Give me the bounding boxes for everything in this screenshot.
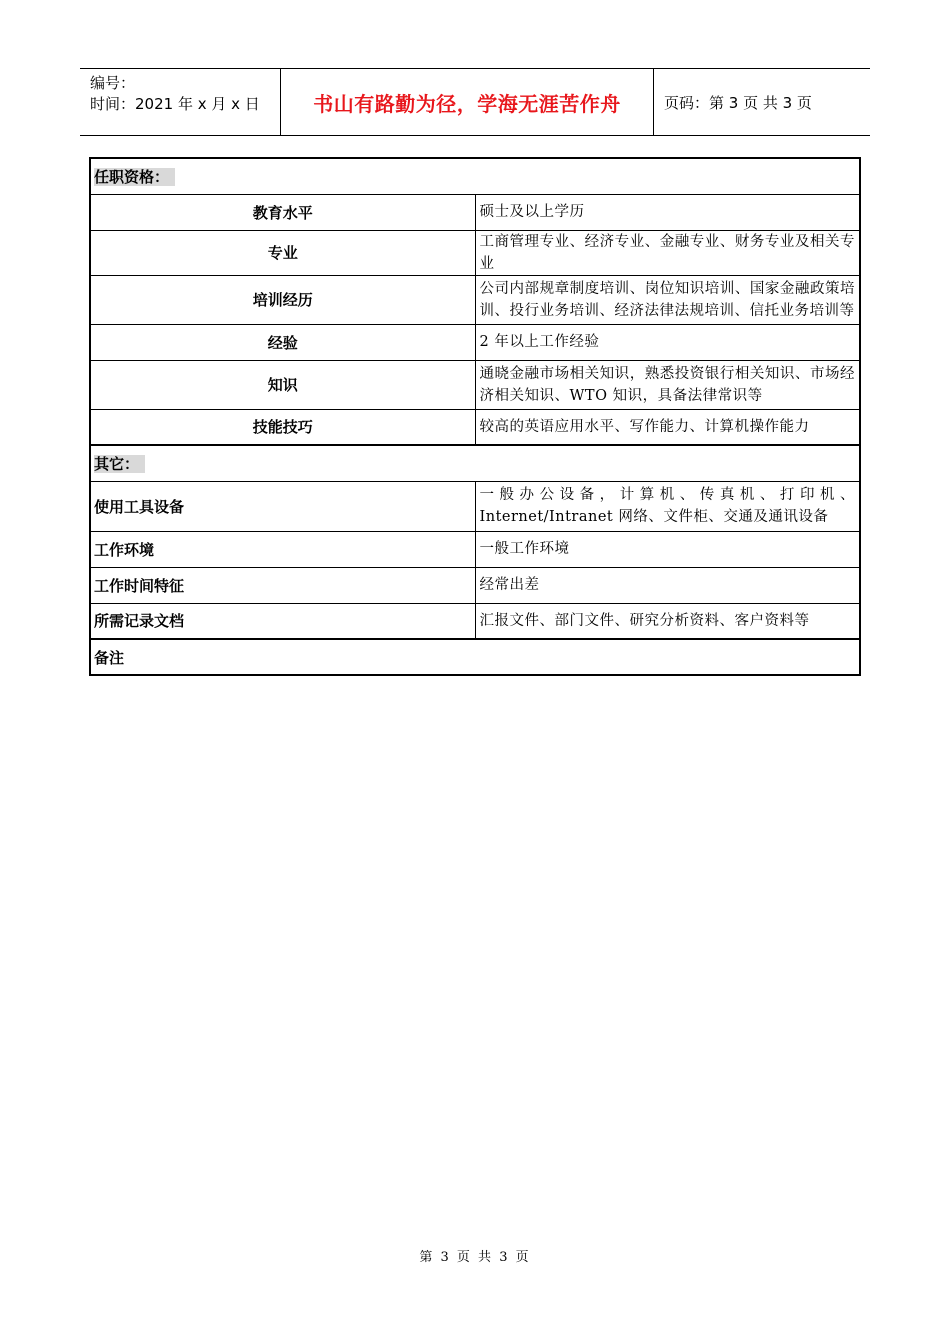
row-value-knowledge: 通晓金融市场相关知识，熟悉投资银行相关知识、市场经济相关知识、WTO 知识，具备法律常识等 <box>475 360 860 409</box>
row-value-environment: 一般工作环境 <box>475 531 860 567</box>
row-label-tools: 使用工具设备 <box>90 481 475 531</box>
table-row <box>90 603 860 639</box>
row-label-experience: 经验 <box>90 324 475 360</box>
table-row <box>90 230 860 275</box>
row-value-work-time: 经常出差 <box>475 567 860 603</box>
section-title-qualification: 任职资格： <box>94 168 175 186</box>
document-number-label: 编号： <box>90 74 136 92</box>
table-row <box>90 531 860 567</box>
header-meta <box>80 69 281 135</box>
row-label-knowledge: 知识 <box>90 360 475 409</box>
header-page-cell <box>654 69 870 135</box>
section-title-remarks: 备注 <box>90 639 860 675</box>
row-label-major: 专业 <box>90 230 475 275</box>
document-time-label: 时间：2021 年 x 月 x 日 <box>90 95 260 113</box>
table-row <box>90 324 860 360</box>
table-row <box>90 481 860 531</box>
table-row <box>90 567 860 603</box>
row-label-work-time: 工作时间特征 <box>90 567 475 603</box>
row-value-education: 硕士及以上学历 <box>475 194 860 230</box>
row-label-skills: 技能技巧 <box>90 409 475 445</box>
section-row-other <box>90 445 860 481</box>
header-motto-cell <box>281 69 654 135</box>
row-value-tools: 一般办公设备，计算机、传真机、打印机、Internet/Intranet 网络、文件柜、交通及通讯设备 <box>475 481 860 531</box>
table-row <box>90 194 860 230</box>
row-value-skills: 较高的英语应用水平、写作能力、计算机操作能力 <box>475 409 860 445</box>
job-qualification-table <box>89 157 861 676</box>
row-value-experience: 2 年以上工作经验 <box>475 324 860 360</box>
header-motto: 书山有路勤为径，学海无涯苦作舟 <box>313 91 621 116</box>
page-footer: 第 3 页 共 3 页 <box>419 1250 531 1265</box>
row-label-training: 培训经历 <box>90 275 475 324</box>
section-title-other: 其它： <box>94 455 145 473</box>
row-label-education: 教育水平 <box>90 194 475 230</box>
document-header <box>80 68 870 136</box>
row-value-training: 公司内部规章制度培训、岗位知识培训、国家金融政策培训、投行业务培训、经济法律法规培训、信托业务培训等 <box>475 275 860 324</box>
table-row <box>90 360 860 409</box>
row-value-major: 工商管理专业、经济专业、金融专业、财务专业及相关专业 <box>475 230 860 275</box>
table-row <box>90 275 860 324</box>
row-label-environment: 工作环境 <box>90 531 475 567</box>
section-row-remarks <box>90 639 860 675</box>
header-page-label: 页码：第 3 页 共 3 页 <box>664 93 812 112</box>
section-row-qualification <box>90 158 860 194</box>
row-label-documents: 所需记录文档 <box>90 603 475 639</box>
table-row <box>90 409 860 445</box>
row-value-documents: 汇报文件、部门文件、研究分析资料、客户资料等 <box>475 603 860 639</box>
